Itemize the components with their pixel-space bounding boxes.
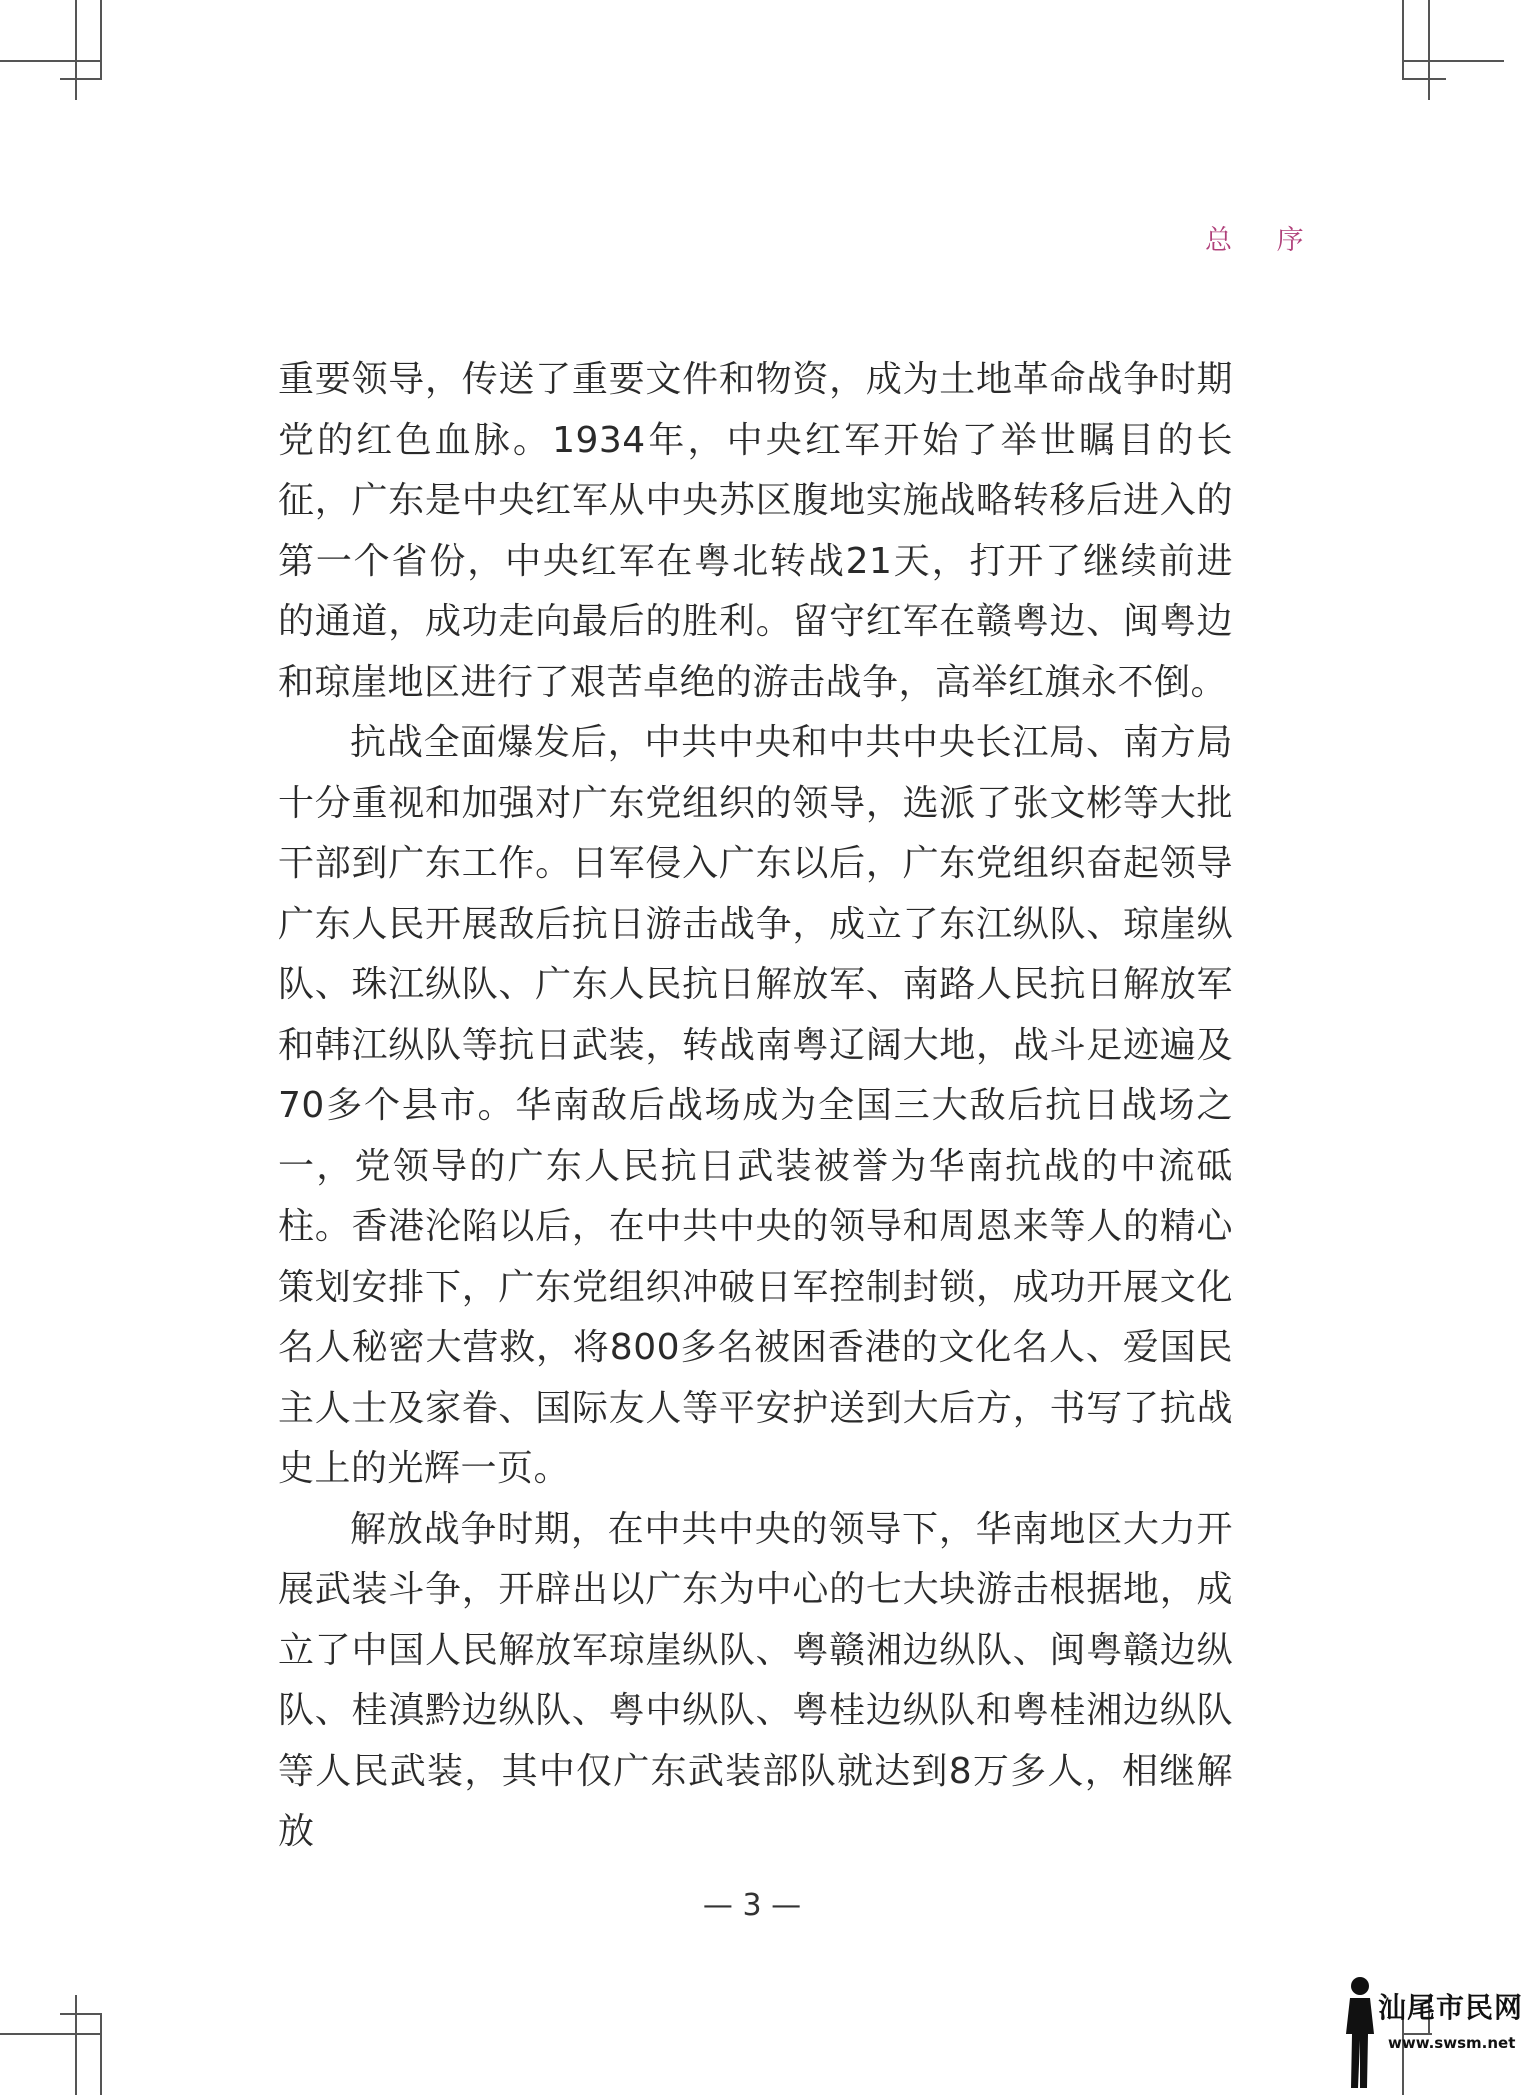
watermark-site-name: 汕尾市民网	[1378, 1991, 1523, 2024]
crop-mark-top-right-h2	[1402, 78, 1446, 80]
crop-mark-top-left-h	[0, 60, 102, 62]
watermark-logo	[1336, 1970, 1523, 2095]
watermark-url: www.swsm.net	[1388, 2034, 1516, 2052]
crop-mark-bottom-left-h2	[60, 2013, 102, 2015]
crop-mark-top-right-v	[1402, 0, 1404, 80]
crop-mark-top-left-h2	[60, 78, 102, 80]
paragraph-2: 抗战全面爆发后，中共中央和中共中央长江局、南方局十分重视和加强对广东党组织的领导，选派了张文彬等大批干部到广东工作。日军侵入广东以后，广东党组织奋起领导广东人民开展敌后抗日游击战争，成立了东江纵队、琼崖纵队、珠江纵队、广东人民抗日解放军、南路人民抗日解放军和韩江纵队等抗日武装，转战南粤辽阔大地，战斗足迹遍及70多个县市。华南敌后战场成为全国三大敌后抗日战场之一，党领导的广东人民抗日武装被誉为华南抗战的中流砥柱。香港沦陷以后，在中共中央的领导和周恩来等人的精心策划安排下，广东党组织冲破日军控制封锁，成功开展文化名人秘密大营救，将800多名被困香港的文化名人、爱国民主人士及家眷、国际友人等平安护送到大后方，书写了抗战史上的光辉一页。	[278, 722, 1233, 1489]
running-header: 总 序	[1205, 225, 1322, 256]
paragraph-3: 解放战争时期，在中共中央的领导下，华南地区大力开展武装斗争，开辟出以广东为中心的七大块游击根据地，成立了中国人民解放军琼崖纵队、粤赣湘边纵队、闽粤赣边纵队、桂滇黔边纵队、粤中纵队、粤桂边纵队和粤桂湘边纵队等人民武装，其中仅广东武装部队就达到8万多人，相继解放	[278, 1508, 1233, 1852]
crop-mark-bottom-left-h	[0, 2033, 102, 2035]
body-text	[278, 350, 1233, 1863]
crop-mark-bottom-left-v	[100, 2013, 102, 2095]
paragraph-1: 重要领导，传送了重要文件和物资，成为土地革命战争时期党的红色血脉。1934年，中央红军开始了举世瞩目的长征，广东是中央红军从中央苏区腹地实施战略转移后进入的第一个省份，中央红军在粤北转战21天，打开了继续前进的通道，成功走向最后的胜利。留守红军在赣粤边、闽粤边和琼崖地区进行了艰苦卓绝的游击战争，高举红旗永不倒。	[278, 359, 1233, 703]
crop-mark-top-left-v2	[75, 0, 77, 100]
silhouette-icon	[1340, 1974, 1380, 2092]
crop-mark-bottom-left-v2	[75, 1995, 77, 2095]
page-number: — 3 —	[702, 1888, 802, 1923]
crop-mark-top-left-v	[100, 0, 102, 80]
crop-mark-top-right-h	[1402, 60, 1504, 62]
crop-mark-top-right-v2	[1428, 0, 1430, 100]
